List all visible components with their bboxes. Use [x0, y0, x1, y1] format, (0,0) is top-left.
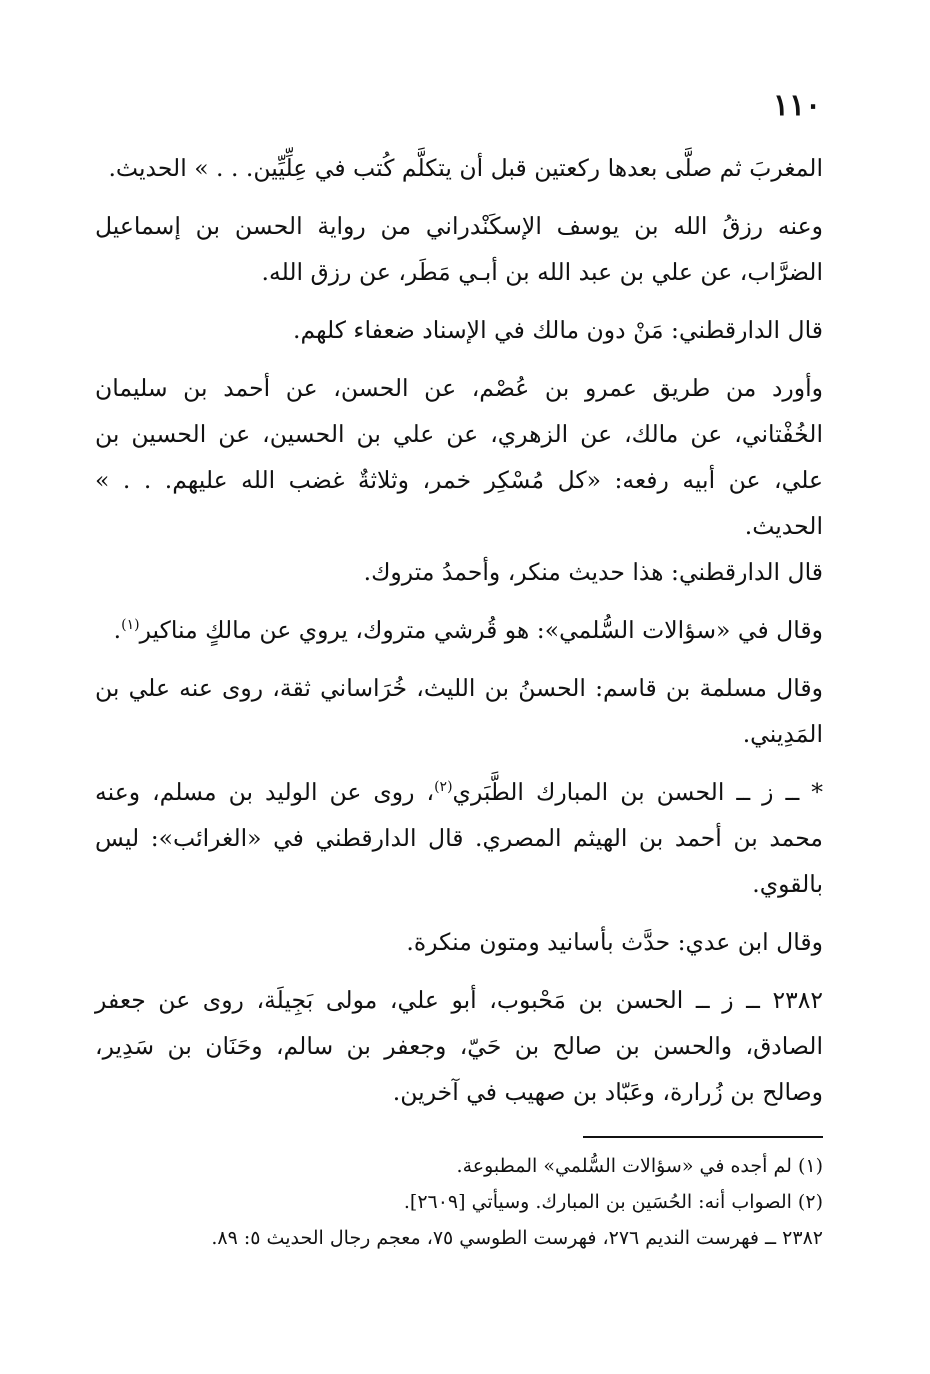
paragraph: وقال مسلمة بن قاسم: الحسنُ بن الليث، خُرَاساني ثقة، روى عنه علي بن المَدِيني. [95, 674, 823, 748]
page-number: ١١٠ [772, 88, 822, 123]
footnotes [150, 1148, 823, 1256]
entry-heading: * ــ ز ــ الحسن بن المبارك الطَّبَري [452, 778, 824, 806]
paragraph: وعنه رزقُ الله بن يوسف الإسكَنْدراني من رواية الحسن بن إسماعيل الضرَّاب، عن علي بن عبد الله بن أبـي مَطَر، عن رزق الله. [95, 212, 823, 286]
footnote: (١) لم أجده في «سؤالات السُّلمي» المطبوعة. [456, 1155, 823, 1177]
reference-note: ٢٣٨٢ ــ فهرست النديم ٢٧٦، فهرست الطوسي ٧٥، معجم رجال الحديث ٥: ٨٩. [211, 1227, 823, 1249]
paragraph-text: ، روى عن الوليد بن مسلم، وعنه محمد بن أحمد بن الهيثم المصري. قال الدارقطني في «الغرائب»: ليس بالقوي. [95, 778, 823, 898]
paragraph: ٢٣٨٢ ــ ز ــ الحسن بن مَحْبوب، أبو علي، مولى بَجِيلَة، روى عن جعفر الصادق، والحسن بن صالح بن حَيّ، وجعفر بن سالم، وحَنَان بن سَدِير، وصالح بن زُرارة، وعَبّاد بن صهيب في آخرين. [95, 986, 823, 1106]
paragraph-text: وقال في «سؤالات السُّلمي»: هو قُرشي متروك، يروي عن مالكٍ مناكير [139, 616, 823, 644]
footnote-marker: (٢) [434, 779, 453, 796]
paragraph [95, 607, 823, 653]
paragraph: قال الدارقطني: هذا حديث منكر، وأحمدُ متروك. [363, 558, 823, 586]
period: . [113, 616, 122, 644]
paragraph: المغربَ ثم صلَّى بعدها ركعتين قبل أن يتكلَّم كُتب في عِلِّيِّين. . . » الحديث. [108, 154, 823, 182]
paragraph: قال الدارقطني: مَنْ دون مالك في الإسناد ضعفاء كلهم. [293, 316, 823, 344]
paragraph [95, 769, 823, 907]
footnote: (٢) الصواب أنه: الحُسَين بن المبارك. وسيأتي [٢٦٠٩]. [403, 1191, 823, 1213]
main-text [95, 145, 823, 1127]
paragraph: وأورد من طريق عمرو بن عُصْم، عن الحسن، عن أحمد بن سليمان الخُفْتاني، عن مالك، عن الزهري، عن علي بن الحسين، عن الحسين بن علي، عن أبيه رفعه: «كل مُسْكِر خمر، وثلاثةٌ غضب الله عليهم. . . » الحديث. [95, 374, 823, 540]
footnote-marker: (١) [121, 617, 140, 634]
footnote-divider [583, 1136, 823, 1138]
paragraph: وقال ابن عدي: حدَّث بأسانيد ومتون منكرة. [406, 928, 823, 956]
